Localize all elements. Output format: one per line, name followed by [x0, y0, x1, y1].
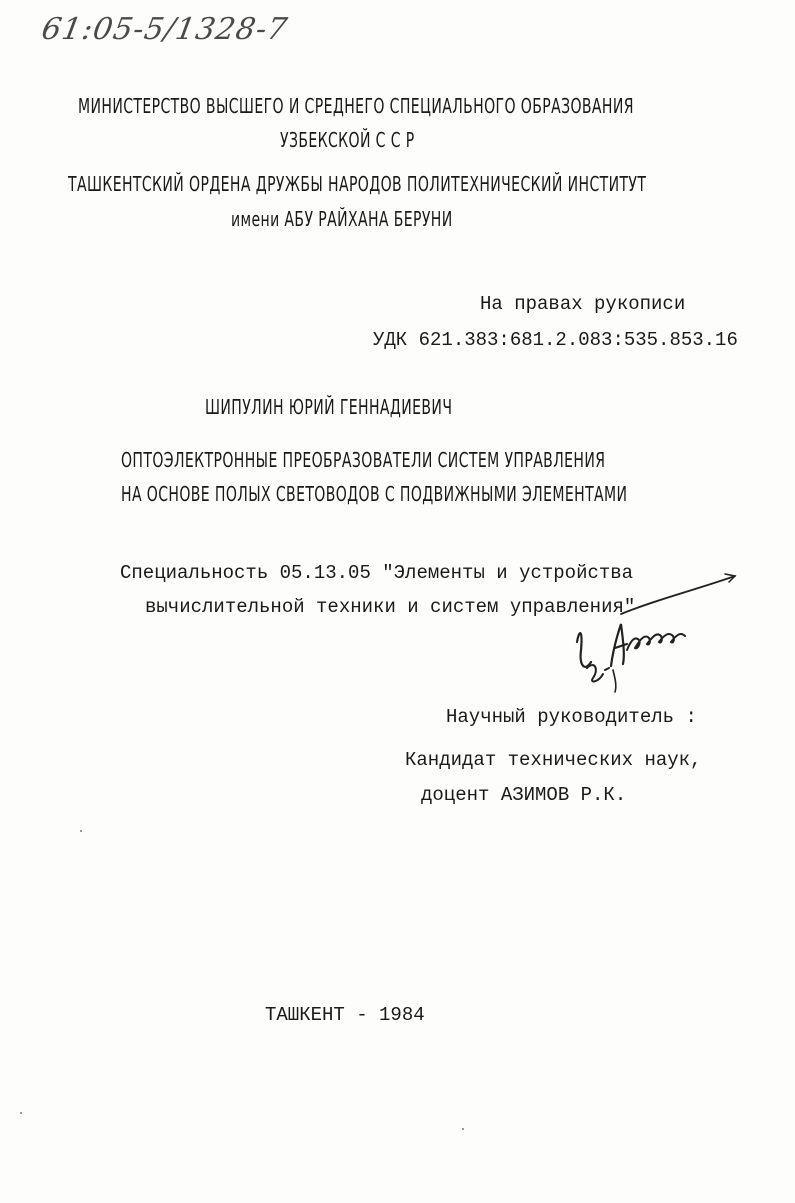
scan-speck — [462, 1128, 464, 1130]
scan-speck — [20, 1112, 22, 1114]
thesis-title-line-2: НА ОСНОВЕ ПОЛЫХ СВЕТОВОДОВ С ПОДВИЖНЫМИ ЭЛЕМЕНТАМИ — [121, 482, 628, 506]
supervisor-degree: Кандидат технических наук, — [405, 749, 702, 771]
specialty-line-2: вычислительной техники и систем управления" — [145, 596, 636, 618]
scan-speck — [80, 830, 82, 832]
thesis-title-line-1: ОПТОЭЛЕКТРОННЫЕ ПРЕОБРАЗОВАТЕЛИ СИСТЕМ УПРАВЛЕНИЯ — [121, 448, 606, 472]
supervisor-name: доцент АЗИМОВ Р.К. — [421, 784, 627, 806]
udc-code: УДК 621.383:681.2.083:535.853.16 — [373, 329, 738, 351]
city-year: ТАШКЕНТ - 1984 — [265, 1004, 425, 1026]
archive-handwritten-note: 61:05-5/1328-7 — [38, 12, 291, 47]
specialty-line-1: Специальность 05.13.05 "Элементы и устройства — [120, 562, 634, 584]
signature-image — [565, 570, 745, 700]
supervisor-label: Научный руководитель : — [446, 706, 697, 728]
manuscript-rights: На правах рукописи — [480, 293, 686, 315]
ministry-heading: МИНИСТЕРСТВО ВЫСШЕГО И СРЕДНЕГО СПЕЦИАЛЬНОГО ОБРАЗОВАНИЯ — [78, 94, 634, 118]
republic-heading: УЗБЕКСКОЙ С С Р — [280, 128, 415, 152]
institute-heading: ТАШКЕНТСКИЙ ОРДЕНА ДРУЖБЫ НАРОДОВ ПОЛИТЕХНИЧЕСКИЙ ИНСТИТУТ — [68, 172, 647, 196]
institute-named-after: имени АБУ РАЙХАНА БЕРУНИ — [231, 207, 453, 231]
author-name: ШИПУЛИН ЮРИЙ ГЕННАДИЕВИЧ — [205, 395, 453, 419]
